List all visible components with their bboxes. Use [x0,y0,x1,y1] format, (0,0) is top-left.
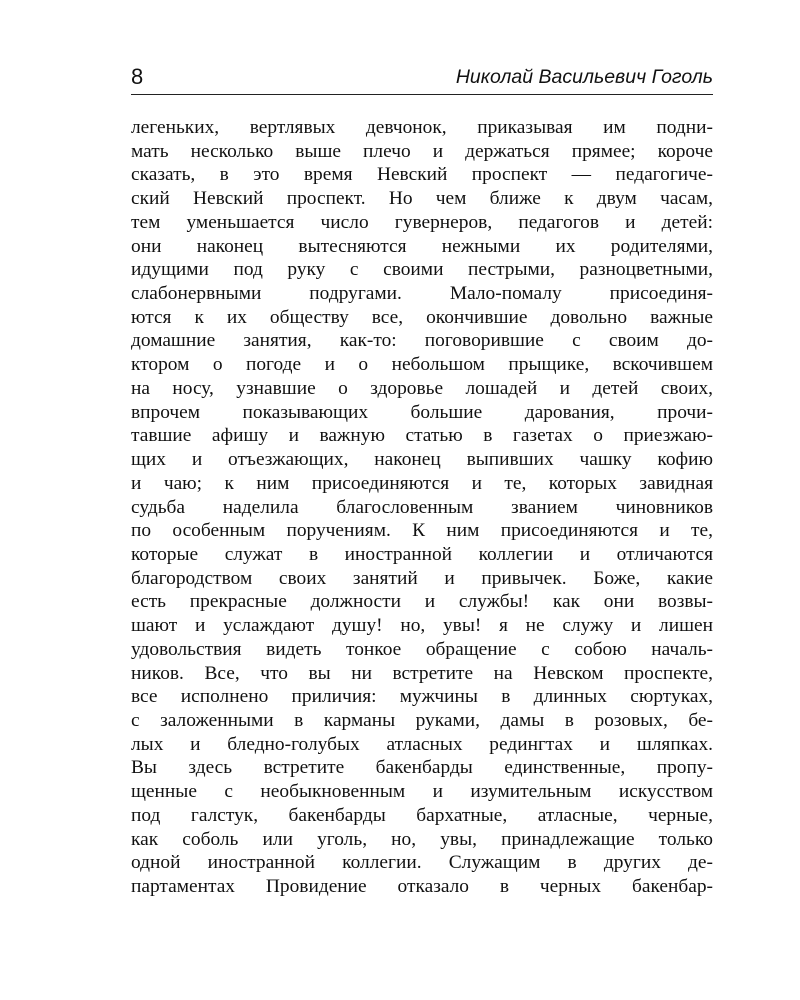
text-line: они наконец вытесняются нежными их родителями, [131,235,713,257]
text-line: домашние занятия, как-то: поговорившие с своим до- [131,330,713,352]
text-line: и чаю; к ним присоединяются и те, которых завидная [131,472,713,494]
book-page [131,62,713,899]
text-line: которые служат в иностранной коллегии и отличаются [131,543,713,565]
text-line: мать несколько выше плечо и держаться прямее; короче [131,140,713,162]
text-line: Вы здесь встретите бакенбарды единственные, пропу- [131,757,713,779]
text-line: как соболь или уголь, но, увы, принадлежащие только [131,828,713,850]
text-line: сказать, в это время Невский проспект — педагогиче- [131,164,713,186]
text-line: шают и услаждают душу! но, увы! я не служу и лишен [131,615,713,637]
page-number: 8 [131,64,144,89]
text-line: судьба наделила благословенным званием чиновников [131,496,713,518]
running-header [131,62,713,95]
text-line: под галстук, бакенбарды бархатные, атласные, черные, [131,804,713,826]
text-line: на носу, узнавшие о здоровье лошадей и детей своих, [131,377,713,399]
text-line: легеньких, вертлявых девчонок, приказывая им подни- [131,117,713,138]
text-line: по особенным поручениям. К ним присоединяются и те, [131,520,713,542]
text-line: с заложенными в карманы руками, дамы в розовых, бе- [131,709,713,731]
running-title: Николай Васильевич Гоголь [455,66,713,88]
text-line: есть прекрасные должности и службы! как они возвы- [131,591,713,613]
text-line: щенные с необыкновенным и изумительным искусством [131,781,713,803]
text-line: щих и отъезжающих, наконец выпивших чашку кофию [131,449,713,471]
text-line: все исполнено приличия: мужчины в длинных сюртуках, [131,686,713,708]
text-line: тавшие афишу и важную статью в газетах о приезжаю- [131,425,713,447]
text-line: слабонервными подругами. Мало-помалу присоединя- [131,283,713,305]
text-line: ский Невский проспект. Но чем ближе к двум часам, [131,188,713,210]
text-line: идущими под руку с своими пестрыми, разноцветными, [131,259,713,281]
text-line: ников. Все, что вы ни встретите на Невском проспекте, [131,662,713,684]
text-line: партаментах Провидение отказало в черных бакенбар- [131,876,713,897]
text-line: тем уменьшается число гувернеров, педагогов и детей: [131,211,713,233]
text-line: благородством своих занятий и привычек. Боже, какие [131,567,713,589]
text-line: ктором о погоде и о небольшом прыщике, вскочившем [131,354,713,376]
body-text [131,116,713,899]
text-line: ются к их обществу все, окончившие довольно важные [131,306,713,328]
text-line: одной иностранной коллегии. Служащим в других де- [131,852,713,874]
text-line: лых и бледно-голубых атласных редингтах и шляпках. [131,733,713,755]
text-line: впрочем показывающих большие дарования, прочи- [131,401,713,423]
text-line: удовольствия видеть тонкое обращение с собою началь- [131,638,713,660]
